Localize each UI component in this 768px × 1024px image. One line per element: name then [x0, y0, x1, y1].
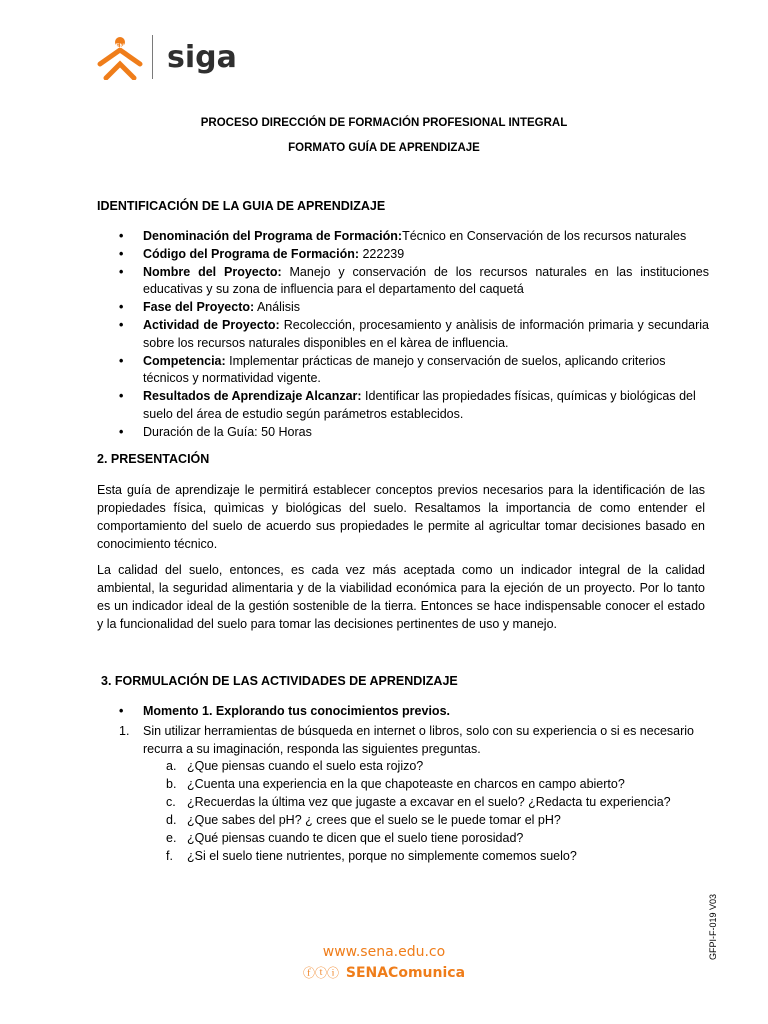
footer-social[interactable] [0, 964, 768, 981]
sena-logo [94, 34, 146, 80]
footer-website-link[interactable]: www.sena.edu.co [322, 944, 446, 960]
siga-logo: siga [167, 39, 237, 75]
question-item: f. ¿Si el suelo tiene nutrientes, porque no simplemente comemos suelo? [166, 849, 577, 863]
list-item: • Denominación del Programa de Formación:Técnico en Conservación de los recursos naturales [119, 228, 709, 246]
list-item: • Código del Programa de Formación: 222239 [119, 246, 709, 264]
identification-list [119, 228, 709, 442]
step-number: 1. [119, 724, 130, 738]
question-item: a. ¿Que piensas cuando el suelo esta rojizo? [166, 759, 424, 773]
header-logo [94, 34, 237, 80]
activities-heading: 3. FORMULACIÓN DE LAS ACTIVIDADES DE APRENDIZAJE [101, 674, 458, 688]
step-text: Sin utilizar herramientas de búsqueda en internet o libros, solo con su experiencia o si es necesario recurra a su imaginación, responda las siguientes preguntas. [143, 724, 695, 756]
social-icons: ⓕⓣⓘ [302, 966, 339, 980]
question-item: e. ¿Qué piensas cuando te dicen que el suelo tiene porosidad? [166, 831, 524, 845]
presentation-heading: 2. PRESENTACIÓN [97, 452, 210, 466]
step-item [119, 723, 704, 758]
process-title: PROCESO DIRECCIÓN DE FORMACIÓN PROFESIONAL INTEGRAL [200, 117, 568, 129]
identification-heading: IDENTIFICACIÓN DE LA GUIA DE APRENDIZAJE [97, 199, 386, 213]
footer-social-handle: SENAComunica [345, 965, 466, 981]
list-item: • Actividad de Proyecto: Recolección, procesamiento y anàlisis de información primaria y secundaria sobre los recursos naturales disponibles en el kàrea de influencia. [119, 317, 709, 353]
list-item: • Resultados de Aprendizaje Alcanzar: Identificar las propiedades físicas, químicas y biológicas del suelo del área de estudio según parámetros establecidos. [119, 388, 709, 424]
presentation-paragraph-2: La calidad del suelo, entonces, es cada vez más aceptada como un indicador integral de la calidad ambiental, la seguridad alimentaria y de la viabilidad económica para la ejeción de un proyecto. Por lo tanto es un indicador ideal de la gestión sostenible de la tierra. Entonces se hace indispensable conocer el estado y la funcionalidad del suelo para tomar las decisiones pertinentes de uso y manejo. [97, 563, 705, 631]
question-item: c. ¿Recuerdas la última vez que jugaste a excavar en el suelo? ¿Redacta tu experiencia? [166, 795, 671, 809]
document-code: GFPI-F-019 V03 [708, 893, 718, 960]
list-item: • Duración de la Guía: 50 Horas [119, 424, 709, 442]
list-item: • Competencia: Implementar prácticas de manejo y conservación de suelos, aplicando criterios técnicos y normatividad vigente. [119, 353, 709, 389]
logo-divider [152, 35, 153, 79]
format-title: FORMATO GUÍA DE APRENDIZAJE [288, 142, 480, 154]
question-item: d. ¿Que sabes del pH? ¿ crees que el suelo se le puede tomar el pH? [166, 813, 561, 827]
list-item: • Nombre del Proyecto: Manejo y conservación de los recursos naturales en las instituciones educativas y su zona de influencia para el departamento del caquetá [119, 264, 709, 300]
question-item: b. ¿Cuenta una experiencia en la que chapoteaste en charcos en campo abierto? [166, 777, 625, 791]
questions-list [166, 757, 671, 865]
presentation-paragraph-1: Esta guía de aprendizaje le permitirá establecer conceptos previos necesarios para la identificación de las propiedades física, quìmicas y biológicas del suelo. Resaltamos la importancia de como entender el comportamiento del suelo de acuerdo sus propiedades le permite al agricultar tomar decisiones basado en conocimiento técnico. [97, 483, 705, 551]
svg-text:SENA: SENA [111, 44, 129, 50]
list-item: • Fase del Proyecto: Análisis [119, 299, 709, 317]
moment-title: • Momento 1. Explorando tus conocimientos previos. [119, 704, 450, 718]
